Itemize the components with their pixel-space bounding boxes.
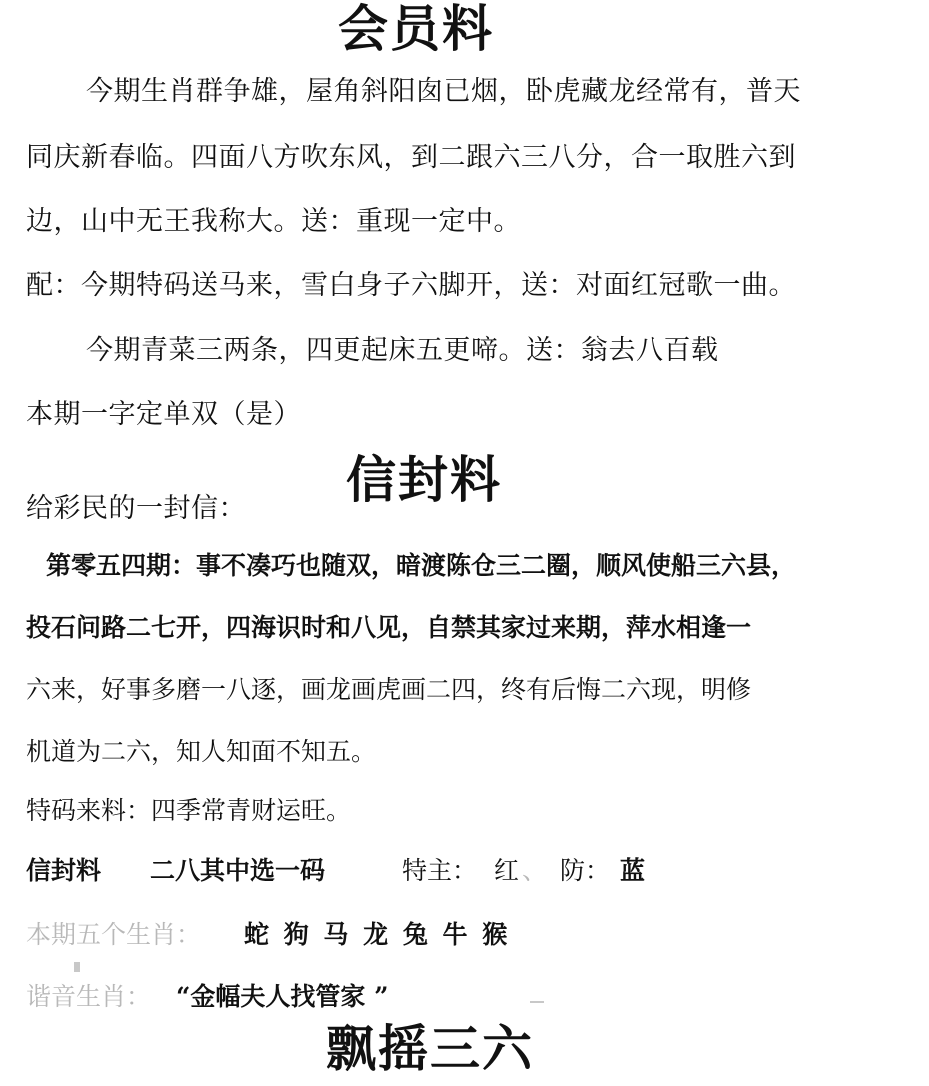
code-line-sep: 、: [522, 856, 548, 885]
envelope-line-2: 投石问路二七开，四海识时和八见，自禁其家过来期，萍水相逢一: [26, 613, 752, 642]
envelope-line-5: 特码来料：四季常青财运旺。: [26, 796, 352, 825]
zodiac-line-prefix: 本期五个生肖：: [26, 920, 202, 949]
member-line-1: 今期生肖群争雄，屋角斜阳囱已烟，卧虎藏龙经常有，普天: [86, 76, 801, 107]
code-line-guard-label: 防：: [560, 856, 611, 885]
section-title-envelope: 信封料: [346, 450, 502, 509]
code-line-pick: 二八其中选一码: [150, 856, 326, 885]
envelope-intro: 给彩民的一封信：: [26, 493, 246, 524]
riddle-line-value: “金幅夫人找管家 ”: [176, 982, 389, 1011]
faded-mark: [74, 962, 80, 972]
code-line-main-label: 特主：: [402, 856, 478, 885]
member-line-5: 今期青菜三两条，四更起床五更啼。送：翁去八百载: [86, 335, 719, 366]
envelope-line-4: 机道为二六，知人知面不知五。: [26, 737, 377, 766]
section-title-member: 会员料: [338, 0, 494, 58]
faded-dash: [530, 1001, 544, 1003]
member-line-4: 配：今期特码送马来，雪白身子六脚开，送：对面红冠歌一曲。: [26, 270, 796, 301]
code-line-guard-value: 蓝: [620, 856, 646, 885]
member-line-6: 本期一字定单双（是）: [26, 399, 301, 430]
riddle-line-prefix: 谐音生肖：: [26, 982, 152, 1011]
code-line-label: 信封料: [26, 856, 102, 885]
section-title-bottom: 飘摇三六: [326, 1019, 534, 1078]
zodiac-line-value: 蛇 狗 马 龙 兔 牛 猴: [244, 920, 511, 949]
code-line-main-value: 红: [494, 856, 520, 885]
envelope-line-1: 第零五四期：事不凑巧也随双，暗渡陈仓三二圈，顺风使船三六县，: [46, 551, 797, 580]
envelope-line-3: 六来，好事多磨一八逐，画龙画虎画二四，终有后悔二六现，明修: [26, 675, 752, 704]
member-line-3: 边，山中无王我称大。送：重现一定中。: [26, 206, 521, 237]
member-line-2: 同庆新春临。四面八方吹东风，到二跟六三八分，合一取胜六到: [26, 142, 796, 173]
